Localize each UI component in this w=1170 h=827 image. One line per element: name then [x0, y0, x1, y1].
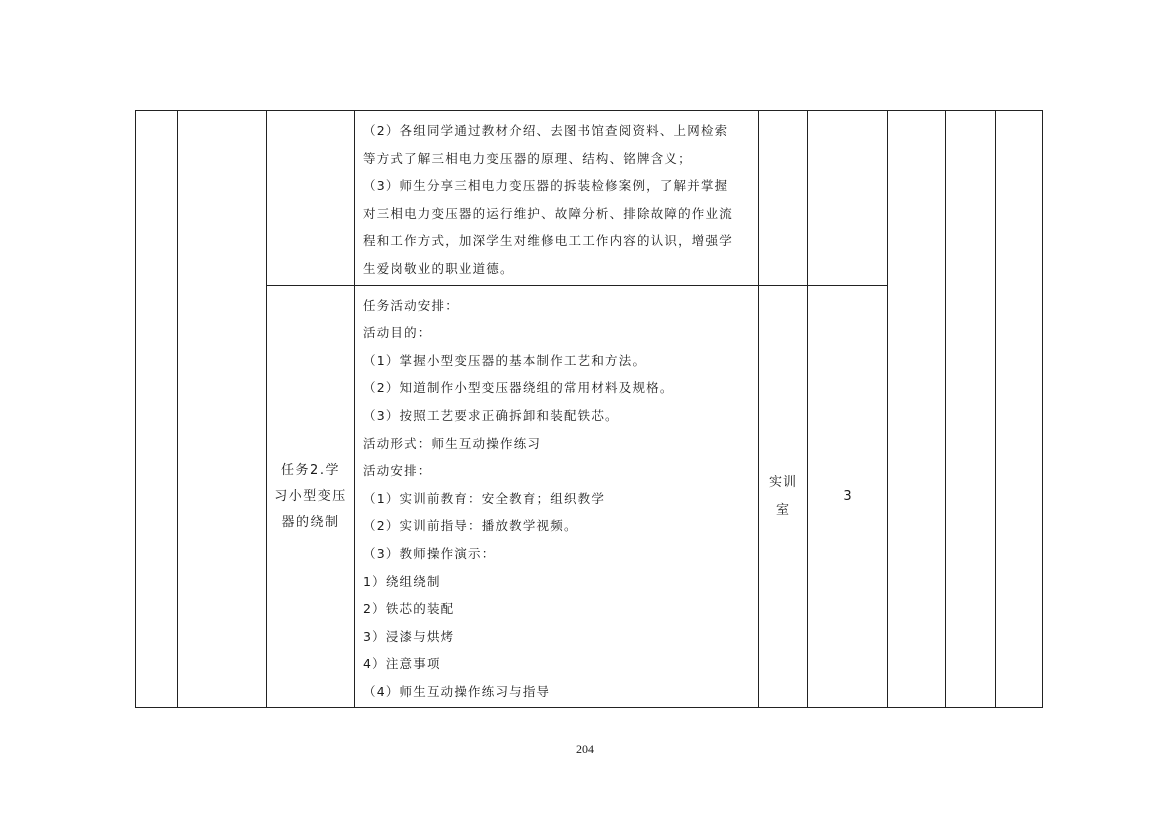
content-line: （3）教师操作演示： — [363, 545, 496, 561]
table-row-1 — [136, 111, 1043, 286]
content-line: （1）掌握小型变压器的基本制作工艺和方法。 — [363, 352, 647, 368]
row1-activity-content — [355, 111, 759, 286]
location-cell — [759, 285, 808, 708]
empty-cell — [178, 111, 267, 708]
location-line: 实训 — [768, 474, 797, 490]
empty-cell — [136, 111, 178, 708]
teaching-plan-table — [135, 110, 1043, 708]
task-name-line: 器的绕制 — [281, 514, 340, 530]
content-line: （2）实训前指导：播放教学视频。 — [363, 518, 578, 534]
content-line: （2）各组同学通过教材介绍、去图书馆查阅资料、上网检索 — [363, 123, 729, 138]
empty-cell — [267, 111, 355, 286]
empty-cell — [996, 111, 1043, 708]
empty-cell — [946, 111, 996, 708]
content-line: （1）实训前教育：安全教育；组织教学 — [363, 490, 606, 506]
page-number: 204 — [576, 742, 594, 756]
content-line: 任务活动安排： — [363, 297, 459, 313]
content-line: 活动形式：师生互动操作练习 — [363, 435, 542, 451]
content-line: 2）铁芯的装配 — [363, 601, 455, 617]
hours-cell: 3 — [808, 285, 888, 708]
content-line: 程和工作方式，加深学生对维修电工工作内容的认识，增强学 — [363, 233, 733, 249]
content-line: 3）浸漆与烘烤 — [363, 628, 455, 644]
content-line: 4）注意事项 — [363, 656, 441, 672]
content-line: 活动安排： — [363, 463, 432, 479]
content-line: （2）知道制作小型变压器绕组的常用材料及规格。 — [363, 380, 674, 396]
row2-activity-content — [355, 285, 759, 708]
content-line: （3）按照工艺要求正确拆卸和装配铁芯。 — [363, 407, 619, 423]
content-line: 活动目的： — [363, 325, 432, 341]
empty-cell — [759, 111, 808, 286]
task-name-line: 习小型变压 — [274, 488, 347, 504]
task-name-cell — [267, 285, 355, 708]
content-line: 对三相电力变压器的运行维护、故障分析、排除故障的作业流 — [363, 205, 733, 221]
content-line: 等方式了解三相电力变压器的原理、结构、铭牌含义； — [363, 150, 692, 166]
content-line: 1）绕组绕制 — [363, 573, 441, 589]
content-line: （4）师生互动操作练习与指导 — [363, 683, 551, 699]
content-line: （3）师生分享三相电力变压器的拆装检修案例，了解并掌握 — [363, 178, 729, 194]
location-line: 室 — [775, 502, 790, 518]
task-name-line: 任务2.学 — [281, 462, 340, 478]
empty-cell — [808, 111, 888, 286]
empty-cell — [888, 111, 946, 708]
content-line: 生爱岗敬业的职业道德。 — [363, 260, 514, 276]
